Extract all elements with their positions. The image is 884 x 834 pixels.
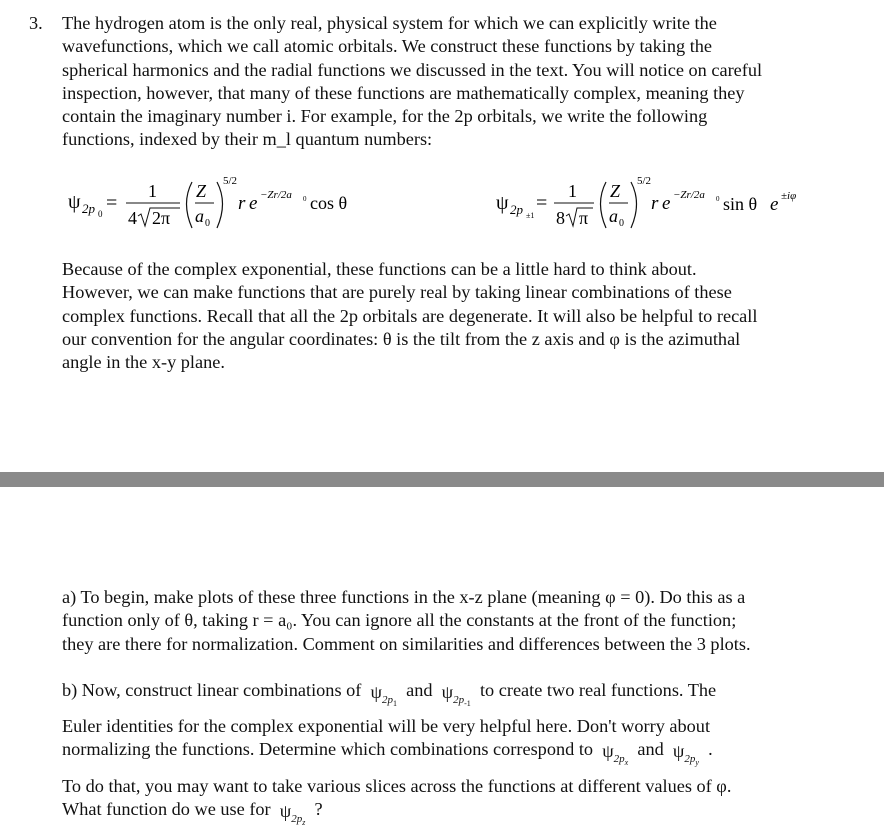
right-paren [217,182,223,228]
psi-subscript: 2p [82,201,95,216]
intro-line: spherical harmonics and the radial functions we discussed in the text. You will notice on careful [62,59,763,80]
ratio-denominator-sub: 0 [205,218,210,229]
psi-symbol: ψ [496,192,509,214]
intro-line: functions, indexed by their m_l quantum numbers: [62,129,433,150]
exponent: −Zr/2a [260,189,292,201]
ratio-denominator: a [195,206,204,226]
exponent: −Zr/2a [673,189,705,201]
fraction-denominator-rest: π [579,208,589,228]
angular-part: cos θ [310,193,348,213]
part-b-line-5 [62,798,862,834]
ratio-numerator: Z [610,181,621,201]
r-variable: r [238,193,246,214]
part-a-line: a) To begin, make plots of these three functions in the x-z plane (meaning φ = 0). Do this as a [62,587,746,607]
e-base: e [662,193,671,214]
e-base-2: e [770,194,779,215]
part-a-line: function only of θ, taking r = a₀. You can ignore all the constants at the front of the function; [62,610,737,631]
psi-subsubscript: ±1 [526,211,535,220]
equals-sign: = [536,192,548,214]
part-b-text: to create two real functions. The [479,680,717,700]
left-paren [187,182,193,228]
part-b-text: ? [314,798,323,819]
ratio-denominator-sub: 0 [619,218,624,229]
psi-symbol: ψ [68,191,81,213]
psi-2p1-inline: $\psi_{2p_1}$ [365,682,397,708]
right-paren [631,182,637,228]
explanation-paragraph [62,258,862,374]
equals-sign: = [106,192,118,214]
intro-line: inspection, however, that many of these functions are mathematically complex, meaning they [62,82,745,103]
paragraph-line: Because of the complex exponential, these functions can be a little hard to think about. [62,259,697,279]
exponent-sub: 0 [716,195,720,203]
e-base: e [249,193,258,214]
power: 5/2 [637,175,652,187]
intro-line: wavefunctions, which we call atomic orbitals. We construct these functions by taking the [62,36,713,57]
part-b-line-4: To do that, you may want to take various slices across the functions at different values of φ. [62,775,732,796]
part-b-text: and [406,680,433,700]
part-b-paragraph [62,679,862,834]
paragraph-line: angle in the x-y plane. [62,352,225,373]
paragraph-line: complex functions. Recall that all the 2p orbitals are degenerate. It will also be helpful to recall [62,305,758,326]
fraction-numerator: 1 [148,181,157,201]
question-number: 3. [29,13,43,33]
left-paren [601,182,607,228]
power: 5/2 [223,175,238,187]
fraction-denominator-coef: 4 [128,208,137,228]
ratio-denominator: a [609,206,618,226]
angular-part: sin θ [723,194,758,214]
psi-2py-inline: $\psi_{2p_y}$ [668,741,699,768]
psi-subsubscript: 0 [98,209,103,219]
part-b-text: normalizing the functions. Determine which combinations correspond to [62,739,594,760]
part-b-text: b) Now, construct linear combinations of [62,680,362,700]
part-b-line-2: Euler identities for the complex exponential will be very helpful here. Don't worry about [62,716,711,737]
part-a-line: they are there for normalization. Comment on similarities and differences between the 3 plots. [62,633,751,654]
paragraph-line: However, we can make functions that are purely real by taking linear combinations of these [62,282,732,303]
fraction-denominator-coef: 8 [556,208,565,228]
equation-psi-2p0 [68,168,368,238]
section-divider [0,472,884,487]
paragraph-line: our convention for the angular coordinates: θ is the tilt from the z axis and φ is the azimuthal [62,328,741,349]
exponent-sub: 0 [303,195,307,203]
part-b-text: What function do we use for [62,798,271,819]
exponent-2: ±iφ [781,190,797,202]
psi-2p-minus1-inline: $\psi_{2p_{-1}}$ [437,682,471,708]
equation-psi-2p-pm1 [496,168,826,238]
ratio-numerator: Z [196,181,207,201]
psi-2pz-inline: $\psi_{2p_z}$ [275,800,306,827]
fraction-denominator-rest: 2π [152,208,171,228]
part-b-line-3 [62,738,862,774]
intro-paragraph [62,12,862,152]
intro-line: contain the imaginary number i. For example, for the 2p orbitals, we write the following [62,106,708,127]
part-b-line-1 [62,679,862,715]
part-b-text: and [637,739,664,760]
r-variable: r [651,193,659,214]
part-a-paragraph [62,586,862,656]
part-b-text: . [708,739,713,760]
psi-subscript: 2p [510,202,523,217]
fraction-numerator: 1 [568,181,577,201]
psi-2px-inline: $\psi_{2p_x}$ [597,741,629,768]
intro-line: The hydrogen atom is the only real, physical system for which we can explicitly write the [62,13,717,33]
